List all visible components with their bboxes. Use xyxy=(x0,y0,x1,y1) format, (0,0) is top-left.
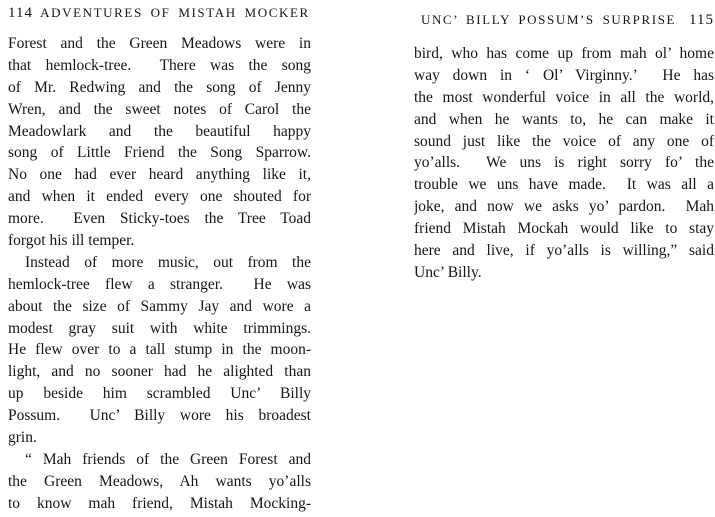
text-line: to know mah friend, Mistah Mocking- xyxy=(8,494,311,512)
text-line: bird, who has come up from mah ol’ home xyxy=(414,45,714,62)
text-line: Meadowlark and the beautiful happy xyxy=(8,122,311,140)
text-line: friend Mistah Mockah would like to stay xyxy=(414,220,714,238)
right-page xyxy=(414,0,714,517)
right-running-title: UNC’ BILLY POSSUM’S SURPRISE xyxy=(420,12,677,27)
text-line: grin. xyxy=(8,429,37,447)
left-page xyxy=(8,0,311,517)
text-line: and when he wants to, he can make it xyxy=(414,110,714,128)
text-line: way down in ‘ Ol’ Virginny.’ He has xyxy=(414,66,714,84)
text-line: the most wonderful voice in all the world, xyxy=(414,88,714,106)
left-page-text xyxy=(8,33,311,515)
text-line: of Mr. Redwing and the song of Jenny xyxy=(8,78,311,96)
text-line: Instead of more music, out from the xyxy=(25,253,311,271)
text-line: trouble we uns have made. It was all a xyxy=(414,176,714,194)
text-line: that hemlock-tree. There was the song xyxy=(8,56,311,74)
text-line: and when it ended every one shouted for xyxy=(8,188,311,206)
text-line: sound just like the voice of any one of xyxy=(414,132,714,150)
text-line: yo’alls. We uns is right sorry fo’ the xyxy=(414,154,714,172)
text-line: He flew over to a tall stump in the moon- xyxy=(8,341,311,359)
text-line: song of Little Friend the Song Sparrow. xyxy=(8,144,311,162)
text-line: Wren, and the sweet notes of Carol the xyxy=(8,100,311,118)
right-running-head xyxy=(414,12,714,29)
text-line: forgot his ill temper. xyxy=(8,232,135,250)
text-line: here and live, if yo’alls is willing,” said xyxy=(414,242,714,260)
left-page-number: 114 xyxy=(8,5,33,21)
text-line: “ Mah friends of the Green Forest and xyxy=(25,450,311,468)
text-line: joke, and now we asks yo’ pardon. Mah xyxy=(414,198,714,216)
left-running-head xyxy=(8,5,311,22)
text-line: hemlock-tree flew a stranger. He was xyxy=(8,275,311,293)
text-line: about the size of Sammy Jay and wore a xyxy=(8,297,311,315)
text-line: No one had ever heard anything like it, xyxy=(8,166,311,184)
text-line: the Green Meadows, Ah wants yo’alls xyxy=(8,472,311,490)
text-line: Possum. Unc’ Billy wore his broadest xyxy=(8,407,311,425)
text-line: Unc’ Billy. xyxy=(414,263,482,281)
text-line: up beside him scrambled Unc’ Billy xyxy=(8,385,311,403)
text-line: more. Even Sticky-toes the Tree Toad xyxy=(8,210,311,228)
right-page-number: 115 xyxy=(689,12,714,28)
text-line: modest gray suit with white trimmings. xyxy=(8,319,311,337)
right-page-text xyxy=(414,43,714,284)
text-line: light, and no sooner had he alighted than xyxy=(8,363,311,381)
left-running-title: ADVENTURES OF MISTAH MOCKER xyxy=(40,5,310,20)
text-line: Forest and the Green Meadows were in xyxy=(8,35,311,52)
